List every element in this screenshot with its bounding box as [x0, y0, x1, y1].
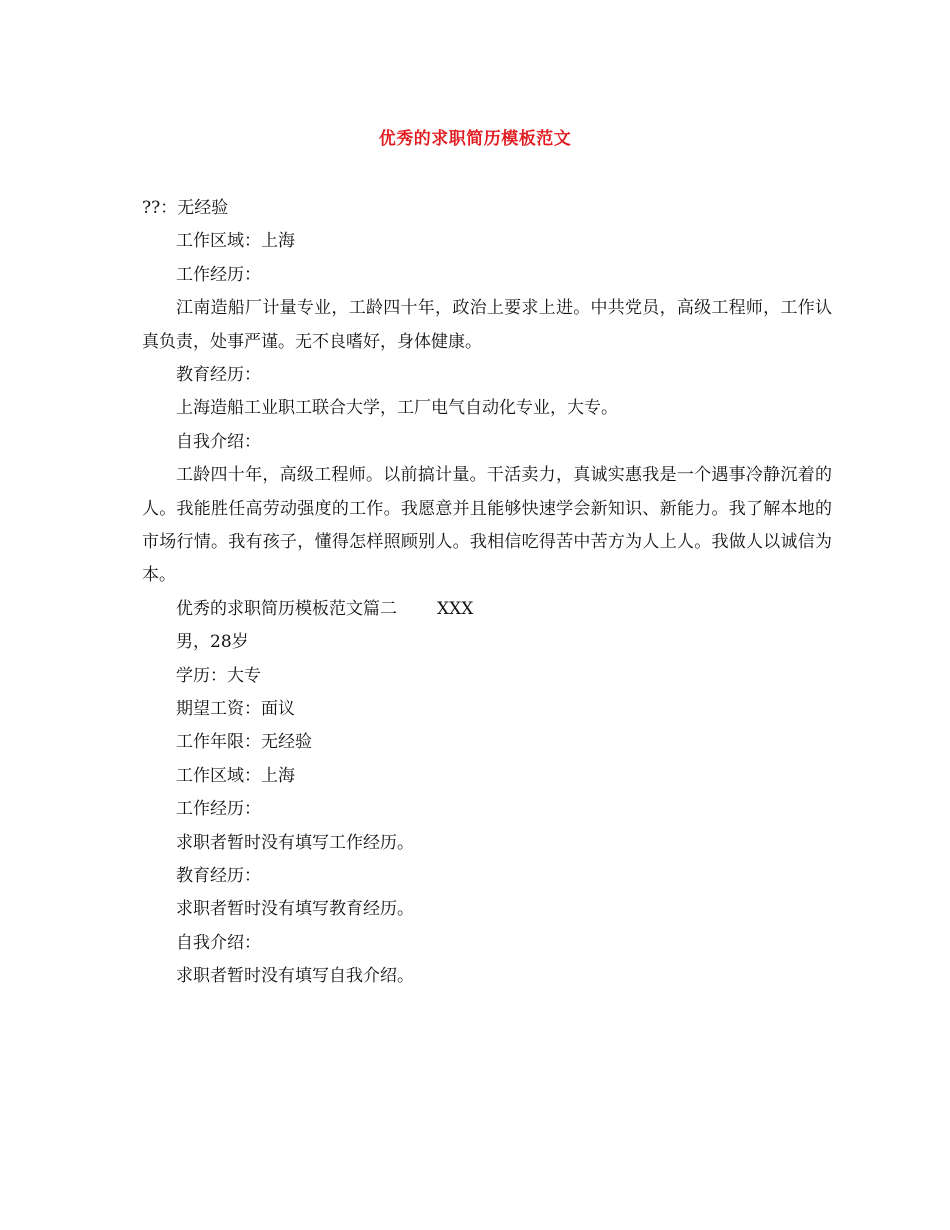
text-line-experience-years: ??：无经验 — [142, 198, 229, 218]
text-line-gender-age: 男，28岁 — [176, 632, 249, 653]
candidate-name: XXX — [437, 598, 474, 619]
text-line-work-area-2: 工作区域：上海 — [176, 765, 295, 786]
text-line-education-label: 教育经历： — [176, 364, 261, 385]
paragraph-work-history: 江南造船厂计量专业，工龄四十年，政治上要求上进。中共党员，高级工程师，工作认真负责，处事严谨。无不良嗜好，身体健康。 — [142, 298, 832, 352]
text-line-section-two-heading — [142, 593, 832, 626]
text-line-work-history-2: 求职者暂时没有填写工作经历。 — [176, 832, 414, 853]
document-body — [142, 192, 832, 993]
text-line-education-2: 求职者暂时没有填写教育经历。 — [176, 899, 414, 920]
text-line-self-intro-label-2: 自我介绍： — [176, 932, 261, 953]
text-line-self-intro-2: 求职者暂时没有填写自我介绍。 — [176, 966, 414, 987]
paragraph-self-intro: 工龄四十年，高级工程师。以前搞计量。干活卖力，真诚实惠我是一个遇事冷静沉着的人。我能胜任高劳动强度的工作。我愿意并且能够快速学会新知识、新能力。我了解本地的市场行情。我有孩子，懂得怎样照顾别人。我相信吃得苦中苦方为人上人。我做人以诚信为本。 — [142, 465, 832, 586]
text-line-work-history-label-2: 工作经历： — [176, 799, 261, 820]
text-line-experience-years-2: 工作年限：无经验 — [176, 732, 312, 753]
text-line-work-history-label: 工作经历： — [176, 264, 261, 285]
document-title: 优秀的求职简历模板范文 — [378, 129, 572, 149]
text-line-education-label-2: 教育经历： — [176, 865, 261, 886]
section-two-title: 优秀的求职简历模板范文篇二 — [176, 598, 397, 619]
text-line-expected-salary: 期望工资：面议 — [176, 698, 295, 719]
text-line-self-intro-label: 自我介绍： — [176, 431, 261, 452]
text-line-work-area: 工作区域：上海 — [176, 231, 295, 252]
text-line-education: 上海造船工业职工联合大学，工厂电气自动化专业，大专。 — [176, 398, 618, 419]
text-line-degree: 学历：大专 — [176, 665, 261, 686]
